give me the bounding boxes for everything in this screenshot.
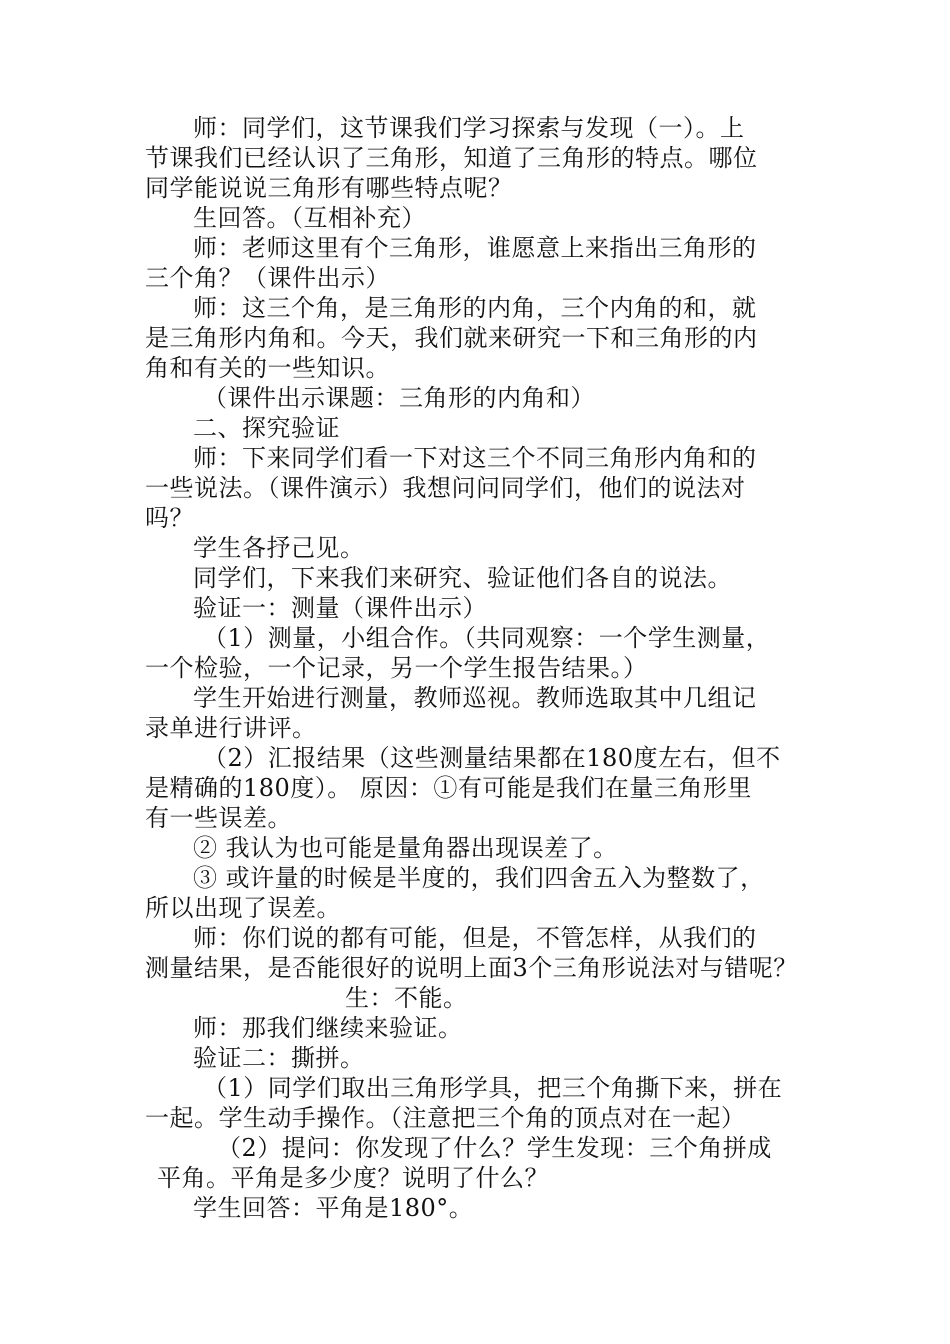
text-line: 是三角形内角和。今天，我们就来研究一下和三角形的内 (145, 324, 758, 352)
lesson-text (145, 113, 845, 1223)
text-line: 师：同学们，这节课我们学习探索与发现（一）。上 (193, 114, 745, 142)
text-line: ③ 或许量的时候是半度的，我们四舍五入为整数了， (193, 864, 765, 892)
text-line: 吗？ (145, 504, 194, 532)
text-line: （课件出示课题：三角形的内角和） (203, 384, 595, 412)
text-line: 师：下来同学们看一下对这三个不同三角形内角和的 (193, 444, 757, 472)
text-line: （2）汇报结果（这些测量结果都在180度左右，但不 (203, 744, 781, 772)
text-line: （2）提问：你发现了什么？学生发现：三个角拼成 (217, 1134, 772, 1162)
text-line: 学生回答：平角是180°。 (193, 1194, 474, 1222)
text-line: 学生开始进行测量，教师巡视。教师选取其中几组记 (193, 684, 757, 712)
text-line: ② 我认为也可能是量角器出现误差了。 (193, 834, 618, 862)
text-line: 师：那我们继续来验证。 (193, 1014, 463, 1042)
text-line: 学生各抒己见。 (193, 534, 365, 562)
text-line: 师：你们说的都有可能，但是，不管怎样，从我们的 (193, 924, 757, 952)
text-line: 验证一：测量（课件出示） (193, 594, 487, 622)
text-line: 一起。学生动手操作。（注意把三个角的顶点对在一起） (145, 1104, 746, 1132)
text-line: 角和有关的一些知识。 (145, 354, 390, 382)
text-line: 验证二：撕拼。 (193, 1044, 365, 1072)
text-line: 节课我们已经认识了三角形，知道了三角形的特点。哪位 (145, 144, 758, 172)
text-line: 三个角？（课件出示） (145, 264, 390, 292)
text-line: 一些说法。（课件演示）我想问问同学们，他们的说法对 (145, 474, 746, 502)
text-line: （1）同学们取出三角形学具，把三个角撕下来，拼在 (203, 1074, 783, 1102)
text-line: 平角。平角是多少度？说明了什么？ (157, 1164, 549, 1192)
text-line: 是精确的180度）。 原因：①有可能是我们在量三角形里 (145, 774, 752, 802)
text-line: （1）测量，小组合作。（共同观察：一个学生测量， (203, 624, 771, 652)
section-heading: 二、探究验证 (193, 414, 340, 442)
text-line: 所以出现了误差。 (145, 894, 341, 922)
text-line: 师：这三个角，是三角形的内角，三个内角的和，就 (193, 294, 757, 322)
text-line: 有一些误差。 (145, 804, 292, 832)
text-line: 同学能说说三角形有哪些特点呢？ (145, 174, 513, 202)
text-line: 一个检验，一个记录，另一个学生报告结果。） (145, 654, 648, 682)
text-line: 同学们，下来我们来研究、验证他们各自的说法。 (193, 564, 732, 592)
text-line: 师：老师这里有个三角形，谁愿意上来指出三角形的 (193, 234, 757, 262)
text-line: 生回答。（互相补充） (193, 204, 426, 232)
text-line: 生：不能。 (345, 984, 468, 1012)
text-line: 录单进行讲评。 (145, 714, 317, 742)
text-line: 测量结果，是否能很好的说明上面3个三角形说法对与错呢？ (145, 954, 798, 982)
